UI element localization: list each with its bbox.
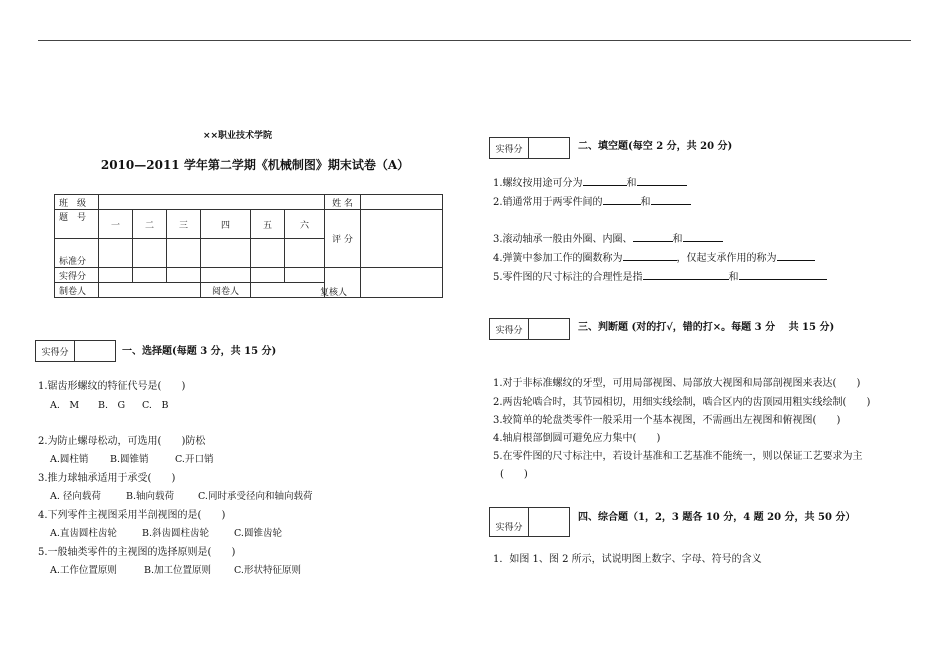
standard-cell-2[interactable] — [133, 239, 167, 268]
mc-question-1: 1.锯齿形螺纹的特征代号是( ) — [38, 381, 186, 392]
school-name: ××职业技术学院 — [202, 131, 273, 141]
fill-q4-blank-1[interactable] — [623, 250, 677, 261]
fill-question-2 — [493, 193, 691, 208]
fill-question-1 — [493, 174, 687, 189]
section3-score-field[interactable] — [529, 319, 569, 339]
fill-question-3 — [493, 230, 723, 245]
mc-q5-option-b[interactable]: B.加工位置原则 — [144, 565, 212, 576]
mc-q4-option-a[interactable]: A.直齿圆柱齿轮 — [50, 528, 117, 539]
section4-score-label: 实得分 — [490, 508, 529, 536]
mc-q5-option-c[interactable]: C.形状特征原则 — [234, 565, 301, 576]
mc-q4-option-b[interactable]: B.斜齿圆柱齿轮 — [142, 528, 210, 539]
mc-question-2: 2.为防止螺母松动，可选用( )防松 — [38, 436, 206, 447]
fill-q4-blank-2[interactable] — [777, 250, 815, 261]
standard-cell-1[interactable] — [99, 239, 133, 268]
q-number-4: 四 — [201, 210, 251, 239]
actual-cell-1[interactable] — [99, 268, 133, 283]
fill-q5-blank-2[interactable] — [739, 269, 827, 280]
top-rule — [38, 40, 911, 41]
actual-cell-4[interactable] — [201, 268, 251, 283]
score-blank-2 — [361, 268, 443, 298]
section4-score-field[interactable] — [529, 508, 569, 536]
grader-label: 制卷人 — [55, 283, 99, 298]
exam-info-table — [54, 194, 443, 298]
section1-score-label: 实得分 — [36, 341, 75, 361]
mc-q1-option-b[interactable]: B. G — [98, 400, 126, 411]
grader-field[interactable] — [99, 283, 201, 298]
fill-q5-text: 5.零件图的尺寸标注的合理性是指 — [493, 272, 643, 283]
fill-q3-mid: 和 — [672, 234, 683, 245]
fill-q2-text: 2.销通常用于两零件间的 — [493, 197, 603, 208]
judge-question-4: 4.轴肩根部倒圆可避免应力集中( ) — [493, 433, 661, 444]
section1-score-box — [35, 340, 116, 362]
standard-cell-6[interactable] — [285, 239, 325, 268]
question-number-label: 题 号 — [55, 210, 99, 239]
reviewer-label: 阅卷人 — [201, 283, 251, 298]
fill-q5-mid: 和 — [728, 272, 739, 283]
section1-title: 一、选择题(每题 3 分，共 15 分) — [122, 346, 277, 357]
section3-score-label: 实得分 — [490, 319, 529, 339]
mc-question-4: 4.下列零件主视图采用半剖视图的是( ) — [38, 510, 226, 521]
judge-question-5: 5.在零件图的尺寸标注中，若设计基准和工艺基准不能统一，则以保证工艺要求为主 — [493, 451, 863, 462]
section3-title: 三、判断题 (对的打√，错的打×。每题 3 分 共 15 分) — [578, 322, 835, 333]
actual-cell-6[interactable] — [285, 268, 325, 283]
q-number-6: 六 — [285, 210, 325, 239]
reviewer-field[interactable] — [251, 283, 325, 298]
fill-q2-blank-2[interactable] — [651, 194, 691, 205]
section3-score-box — [489, 318, 570, 340]
section2-score-box — [489, 137, 570, 159]
mc-q2-option-a[interactable]: A.圆柱销 — [50, 454, 89, 465]
mc-q2-option-c[interactable]: C.开口销 — [175, 454, 214, 465]
section2-title: 二、填空题(每空 2 分，共 20 分) — [578, 141, 733, 152]
mc-q1-option-c[interactable]: C. B — [142, 400, 169, 411]
name-field[interactable] — [361, 195, 443, 210]
checker-label: 复核人 — [320, 288, 348, 298]
actual-cell-2[interactable] — [133, 268, 167, 283]
mc-q5-option-a[interactable]: A.工作位置原则 — [50, 565, 117, 576]
fill-q2-mid: 和 — [640, 197, 651, 208]
mc-q4-option-c[interactable]: C.圆锥齿轮 — [234, 528, 282, 539]
fill-q1-blank-2[interactable] — [637, 175, 687, 186]
mc-q3-option-b[interactable]: B.轴向载荷 — [126, 491, 175, 502]
actual-cell-3[interactable] — [167, 268, 201, 283]
mc-question-3: 3.推力球轴承适用于承受( ) — [38, 473, 176, 484]
q-number-2: 二 — [133, 210, 167, 239]
q-number-5: 五 — [251, 210, 285, 239]
fill-q1-text: 1.螺纹按用途可分为 — [493, 178, 583, 189]
actual-score-label: 实得分 — [55, 268, 99, 283]
section4-score-box — [489, 507, 570, 537]
fill-q3-blank-1[interactable] — [633, 231, 673, 242]
fill-q1-blank-1[interactable] — [583, 175, 627, 186]
mc-q3-option-a[interactable]: A. 径向载荷 — [50, 491, 101, 502]
judge-question-3: 3.较简单的轮盘类零件一般采用一个基本视图，不需画出左视图和俯视图( ) — [493, 415, 841, 426]
fill-q1-mid: 和 — [626, 178, 637, 189]
comprehensive-question-1: 1．如图 1、图 2 所示，试说明图上数字、字母、符号的含义 — [493, 554, 762, 565]
section4-title: 四、综合题（1，2，3 题各 10 分，4 题 20 分，共 50 分） — [578, 512, 856, 523]
q-number-3: 三 — [167, 210, 201, 239]
q-number-1: 一 — [99, 210, 133, 239]
fill-q2-blank-1[interactable] — [603, 194, 641, 205]
section2-score-field[interactable] — [529, 138, 569, 158]
fill-q4-text: 4.弹簧中参加工作的圈数称为 — [493, 253, 623, 264]
class-field[interactable] — [99, 195, 325, 210]
standard-cell-3[interactable] — [167, 239, 201, 268]
fill-q4-mid: ，仅起支承作用的称为 — [676, 253, 777, 264]
section1-score-field[interactable] — [75, 341, 115, 361]
standard-score-label: 标准分 — [55, 239, 99, 268]
fill-q3-blank-2[interactable] — [683, 231, 723, 242]
actual-cell-5[interactable] — [251, 268, 285, 283]
judge-question-2: 2.两齿轮啮合时，其节园相切，用细实线绘制，啮合区内的齿顶园用粗实线绘制( ) — [493, 397, 871, 408]
mc-question-5: 5.一般轴类零件的主视图的选择原则是( ) — [38, 547, 236, 558]
exam-title: 2010—2011 学年第二学期《机械制图》期末试卷（A） — [100, 158, 410, 172]
standard-cell-4[interactable] — [201, 239, 251, 268]
score-field[interactable] — [361, 210, 443, 268]
mc-q2-option-b[interactable]: B.圆锥销 — [110, 454, 149, 465]
fill-question-4 — [493, 249, 815, 264]
standard-cell-5[interactable] — [251, 239, 285, 268]
mc-q1-option-a[interactable]: A. M — [50, 400, 80, 411]
fill-question-5 — [493, 268, 827, 283]
name-label: 姓 名 — [325, 195, 361, 210]
fill-q3-text: 3.滚动轴承一般由外圈、内圈、 — [493, 234, 633, 245]
score-label: 评 分 — [325, 210, 361, 268]
class-label: 班 级 — [55, 195, 99, 210]
fill-q5-blank-1[interactable] — [643, 269, 729, 280]
section2-score-label: 实得分 — [490, 138, 529, 158]
mc-q3-option-c[interactable]: C.同时承受径向和轴向载荷 — [198, 491, 313, 502]
judge-question-1: 1.对于非标准螺纹的牙型，可用局部视图、局部放大视图和局部剖视图来表达( ) — [493, 378, 861, 389]
judge-question-5-answer[interactable]: ( ) — [500, 469, 528, 480]
